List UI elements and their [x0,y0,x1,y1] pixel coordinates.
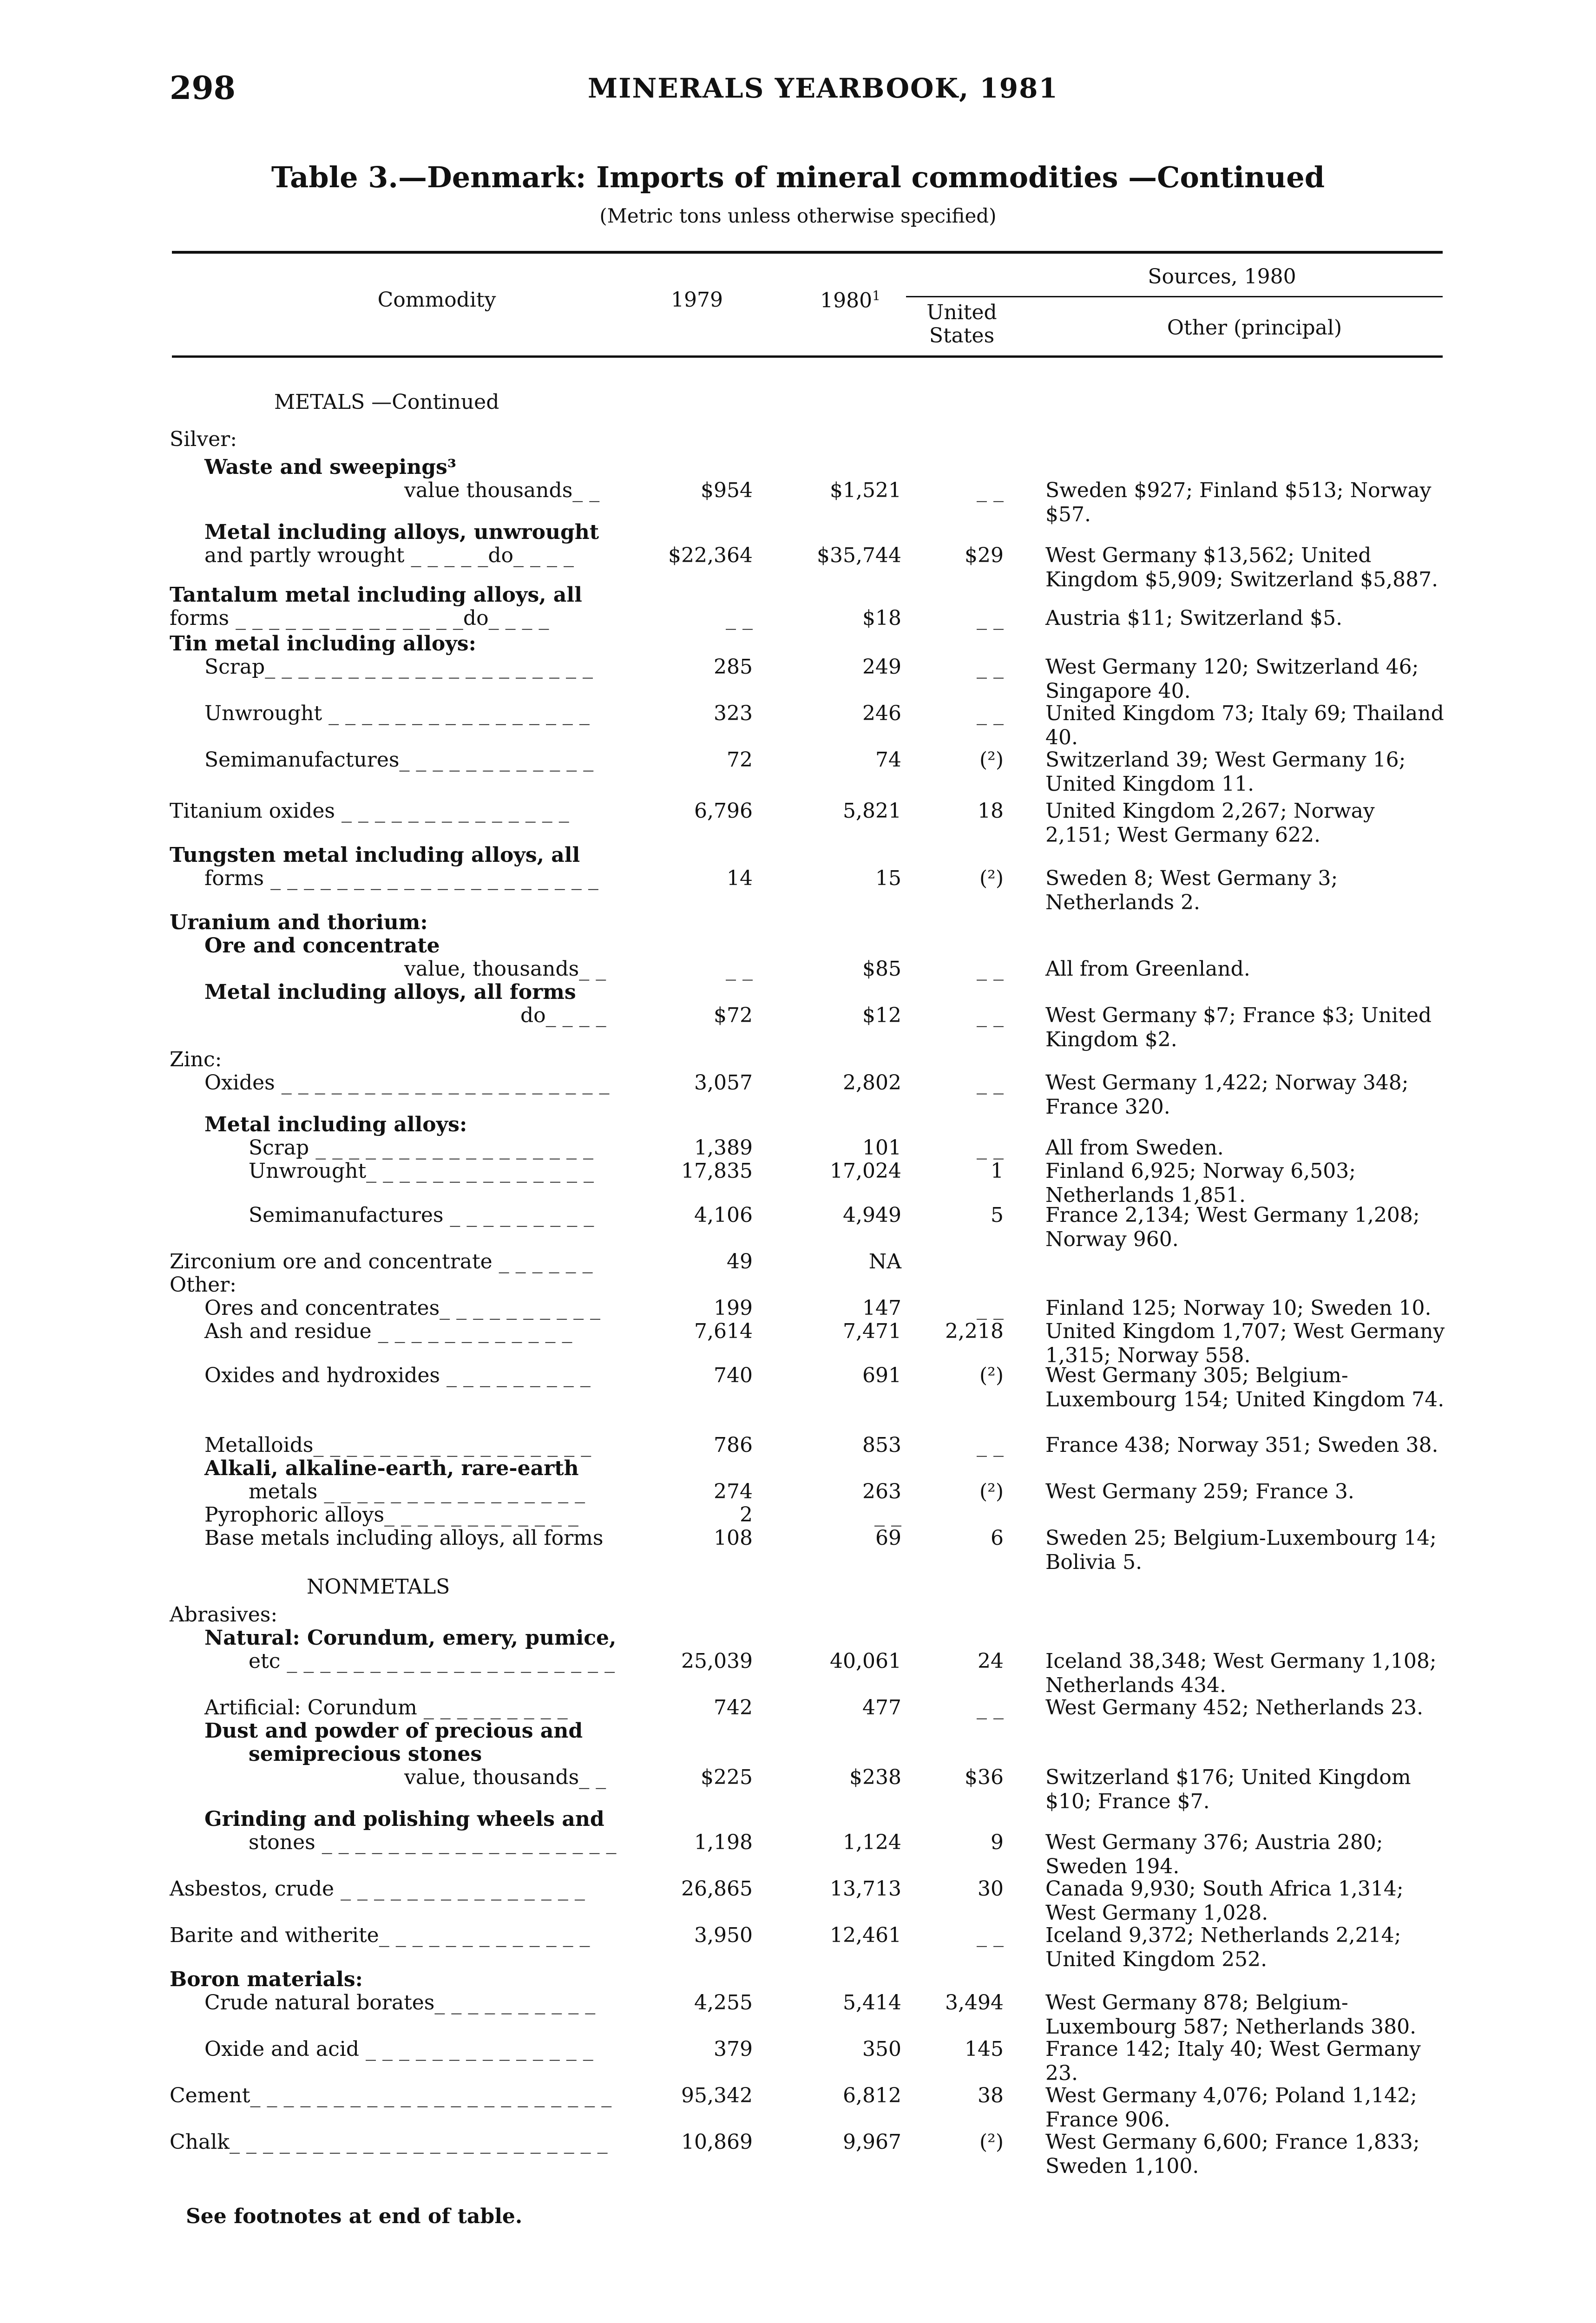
row-label: Metal including alloys: [204,1113,467,1136]
value-united-states: $36 [965,1765,1004,1789]
value-united-states: 6 [991,1526,1004,1550]
row-label: Other: [170,1273,236,1297]
row-label: Chalk_ _ _ _ _ _ _ _ _ _ _ _ _ _ _ _ _ _ _ _ _ _ _ [170,2130,608,2154]
value-other-sources: West Germany 305; Belgium-Luxembourg 154; United Kingdom 74. [1045,1364,1445,1411]
value-1980: 7,471 [843,1319,901,1343]
row-label: Zirconium ore and concentrate _ _ _ _ _ _ [170,1250,593,1273]
value-1979: _ _ [726,606,753,630]
value-united-states: 30 [978,1877,1004,1901]
row-label: Oxides _ _ _ _ _ _ _ _ _ _ _ _ _ _ _ _ _ _ _ _ [204,1071,610,1095]
value-united-states: _ _ [977,702,1004,725]
row-label: forms _ _ _ _ _ _ _ _ _ _ _ _ _ _ _ _ _ _ _ _ [204,866,598,890]
row-label: Semimanufactures _ _ _ _ _ _ _ _ _ [249,1203,594,1227]
row-label: Metal including alloys, all forms [204,980,576,1004]
value-1979: 1,198 [694,1831,753,1854]
value-other-sources: United Kingdom 73; Italy 69; Thailand 40. [1045,702,1444,749]
row-label: metals _ _ _ _ _ _ _ _ _ _ _ _ _ _ _ _ [249,1480,585,1503]
value-1980: 246 [862,702,901,725]
value-1980: 249 [862,655,901,679]
value-1980: 9,967 [843,2130,901,2154]
value-other-sources: All from Sweden. [1045,1136,1224,1160]
row-label: Natural: Corundum, emery, pumice, [204,1626,617,1650]
value-other-sources: Canada 9,930; South Africa 1,314; West Germany 1,028. [1045,1877,1404,1925]
value-1979: 1,389 [694,1136,753,1160]
row-label: Unwrought_ _ _ _ _ _ _ _ _ _ _ _ _ _ [249,1159,594,1183]
value-1979: 49 [727,1250,753,1273]
column-header-sources: Sources, 1980 [1148,265,1296,289]
row-label: Metal including alloys, unwrought [204,520,599,544]
row-label: Tin metal including alloys: [170,632,476,656]
row-label: Alkali, alkaline-earth, rare-earth [204,1457,579,1480]
value-1980: 477 [862,1696,901,1719]
value-1980: 13,713 [830,1877,901,1901]
value-united-states: _ _ [977,1433,1004,1457]
row-label: Cement_ _ _ _ _ _ _ _ _ _ _ _ _ _ _ _ _ _ _ _ _ _ [170,2084,612,2107]
value-united-states: 24 [978,1649,1004,1673]
column-header-1980-label: 1980 [820,289,873,313]
row-label: Uranium and thorium: [170,911,428,934]
row-label: Scrap_ _ _ _ _ _ _ _ _ _ _ _ _ _ _ _ _ _ _ _ [204,655,593,679]
value-1980: 691 [862,1364,901,1387]
row-label: Metalloids_ _ _ _ _ _ _ _ _ _ _ _ _ _ _ _ _ [204,1433,591,1457]
value-1979: $954 [701,479,753,502]
row-label: forms _ _ _ _ _ _ _ _ _ _ _ _ _ _do_ _ _ _ [170,606,549,630]
value-other-sources: Iceland 38,348; West Germany 1,108; Netherlands 434. [1045,1649,1437,1697]
row-label: Boron materials: [170,1968,363,1991]
value-1980: 5,414 [843,1991,901,2015]
row-label: Ores and concentrates_ _ _ _ _ _ _ _ _ _ [204,1296,601,1320]
value-other-sources: Iceland 9,372; Netherlands 2,214; United Kingdom 252. [1045,1923,1401,1971]
value-1979: 6,796 [694,799,753,823]
value-1980: 17,024 [830,1159,901,1183]
value-other-sources: Finland 6,925; Norway 6,503; Netherlands 1,851. [1045,1159,1356,1207]
value-1979: $22,364 [668,544,753,567]
row-label: Ore and concentrate [204,934,440,958]
column-header-1979: 1979 [671,288,723,312]
value-1980: 2,802 [843,1071,901,1095]
value-other-sources: France 2,134; West Germany 1,208; Norway 960. [1045,1203,1420,1251]
value-1979: 742 [714,1696,753,1719]
row-label: do_ _ _ _ [520,1004,606,1027]
value-other-sources: United Kingdom 2,267; Norway 2,151; West Germany 622. [1045,799,1375,847]
value-united-states: (²) [979,2130,1004,2154]
value-united-states: _ _ [977,606,1004,630]
value-1979: 3,057 [694,1071,753,1095]
value-other-sources: Sweden 8; West Germany 3; Netherlands 2. [1045,866,1338,914]
table-title: Table 3.—Denmark: Imports of mineral commodities —Continued [271,160,1325,194]
value-other-sources: West Germany 376; Austria 280; Sweden 194. [1045,1831,1383,1878]
value-1979: $225 [701,1765,753,1789]
row-label: value thousands_ _ [404,479,600,502]
row-label: Abrasives: [170,1603,278,1627]
value-1980: 6,812 [843,2084,901,2107]
row-label: Oxides and hydroxides _ _ _ _ _ _ _ _ _ [204,1364,591,1387]
value-1980: $238 [849,1765,901,1789]
value-1980: 853 [862,1433,901,1457]
value-united-states: _ _ [977,1296,1004,1320]
value-united-states: _ _ [977,1136,1004,1160]
value-united-states: 145 [965,2037,1004,2061]
value-1980: 263 [862,1480,901,1503]
row-label: Scrap _ _ _ _ _ _ _ _ _ _ _ _ _ _ _ _ _ [249,1136,593,1160]
row-label: and partly wrought _ _ _ _ _do_ _ _ _ [204,544,574,567]
value-other-sources: West Germany 878; Belgium-Luxembourg 587; Netherlands 380. [1045,1991,1417,2039]
value-1979: 10,869 [681,2130,753,2154]
row-label: Zinc: [170,1048,222,1071]
row-label: Pyrophoric alloys_ _ _ _ _ _ _ _ _ _ _ _ [204,1503,578,1527]
value-other-sources: West Germany 120; Switzerland 46; Singapore 40. [1045,655,1419,703]
value-1980: 69 [875,1526,901,1550]
value-united-states: 38 [978,2084,1004,2107]
value-1979: 274 [714,1480,753,1503]
value-united-states: (²) [979,1480,1004,1503]
value-1979: 7,614 [694,1319,753,1343]
value-united-states: _ _ [977,1071,1004,1095]
value-united-states: _ _ [977,655,1004,679]
value-1979: 4,255 [694,1991,753,2015]
section-heading: METALS —Continued [274,390,499,414]
row-label: Semimanufactures_ _ _ _ _ _ _ _ _ _ _ _ [204,748,594,772]
value-1980: NA [868,1250,901,1273]
value-united-states: (²) [979,1364,1004,1387]
value-other-sources: Sweden $927; Finland $513; Norway $57. [1045,479,1432,526]
value-1979: 786 [714,1433,753,1457]
value-1980: 74 [875,748,901,772]
value-united-states: 9 [991,1831,1004,1854]
value-other-sources: West Germany 1,422; Norway 348; France 320. [1045,1071,1409,1119]
footnote-marker: 1 [872,288,880,303]
row-label: value, thousands_ _ [404,957,606,981]
value-other-sources: West Germany 452; Netherlands 23. [1045,1696,1424,1719]
value-other-sources: All from Greenland. [1045,957,1250,981]
value-united-states: 1 [991,1159,1004,1183]
row-label: Tantalum metal including alloys, all [170,583,582,607]
value-other-sources: France 438; Norway 351; Sweden 38. [1045,1433,1438,1457]
value-1979: 95,342 [681,2084,753,2107]
value-1980: $35,744 [817,544,901,567]
value-united-states: _ _ [977,479,1004,502]
row-label: semiprecious stones [249,1742,482,1766]
value-other-sources: West Germany 4,076; Poland 1,142; France 906. [1045,2084,1417,2132]
row-label: Waste and sweepings³ [204,455,457,479]
value-1980: $85 [862,957,901,981]
column-header-commodity: Commodity [377,288,496,312]
row-label: value, thousands_ _ [404,1765,606,1789]
value-united-states: _ _ [977,1004,1004,1027]
section-heading: NONMETALS [307,1575,450,1599]
table-subtitle: (Metric tons unless otherwise specified) [599,204,997,227]
value-other-sources: West Germany $13,562; United Kingdom $5,909; Switzerland $5,887. [1045,544,1438,591]
value-other-sources: France 142; Italy 40; West Germany 23. [1045,2037,1421,2085]
row-label: etc _ _ _ _ _ _ _ _ _ _ _ _ _ _ _ _ _ _ _ _ [249,1649,615,1673]
value-united-states: $29 [965,544,1004,567]
row-label: Unwrought _ _ _ _ _ _ _ _ _ _ _ _ _ _ _ _ [204,702,590,725]
value-1980: $12 [862,1004,901,1027]
value-united-states: 2,218 [945,1319,1004,1343]
row-label: Barite and witherite_ _ _ _ _ _ _ _ _ _ _ _ _ [170,1923,590,1947]
value-1980: 4,949 [843,1203,901,1227]
value-1979: 108 [714,1526,753,1550]
value-united-states: 3,494 [945,1991,1004,2015]
value-1980: 15 [875,866,901,890]
value-1980: $18 [862,606,901,630]
value-united-states: _ _ [977,957,1004,981]
value-other-sources: West Germany 259; France 3. [1045,1480,1354,1503]
value-1979: $72 [714,1004,753,1027]
value-1979: 72 [727,748,753,772]
value-1980: 5,821 [843,799,901,823]
value-1979: 26,865 [681,1877,753,1901]
row-label: Dust and powder of precious and [204,1719,583,1743]
value-1980: 40,061 [830,1649,901,1673]
value-1979: 323 [714,702,753,725]
value-other-sources: United Kingdom 1,707; West Germany 1,315; Norway 558. [1045,1319,1445,1367]
column-header-united-states: United States [926,301,997,348]
page-number: 298 [170,70,236,107]
value-1979: 2 [740,1503,753,1527]
value-1979: 4,106 [694,1203,753,1227]
value-1979: 17,835 [681,1159,753,1183]
value-1979: 379 [714,2037,753,2061]
value-united-states: 18 [978,799,1004,823]
value-1980: 350 [862,2037,901,2061]
value-united-states: 5 [991,1203,1004,1227]
value-other-sources: Sweden 25; Belgium-Luxembourg 14; Bolivia 5. [1045,1526,1437,1574]
value-united-states: (²) [979,748,1004,772]
value-other-sources: Finland 125; Norway 10; Sweden 10. [1045,1296,1432,1320]
value-other-sources: Austria $11; Switzerland $5. [1045,606,1343,630]
row-label: Grinding and polishing wheels and [204,1807,604,1831]
value-united-states: _ _ [977,1696,1004,1719]
value-other-sources: Switzerland 39; West Germany 16; United Kingdom 11. [1045,748,1406,796]
value-1980: _ _ [874,1503,901,1527]
value-1979: 3,950 [694,1923,753,1947]
value-1979: 25,039 [681,1649,753,1673]
value-other-sources: West Germany 6,600; France 1,833; Sweden 1,100. [1045,2130,1420,2178]
row-label: Oxide and acid _ _ _ _ _ _ _ _ _ _ _ _ _ _ [204,2037,593,2061]
value-other-sources: Switzerland $176; United Kingdom $10; France $7. [1045,1765,1411,1813]
row-label: Silver: [170,427,237,451]
value-1980: $1,521 [830,479,901,502]
footer-note: See footnotes at end of table. [186,2205,523,2228]
row-label: Crude natural borates_ _ _ _ _ _ _ _ _ _ [204,1991,596,2015]
row-label: Tungsten metal including alloys, all [170,843,580,867]
value-1979: 14 [727,866,753,890]
value-united-states: (²) [979,866,1004,890]
value-united-states: _ _ [977,1923,1004,1947]
value-1980: 1,124 [843,1831,901,1854]
value-1980: 101 [862,1136,901,1160]
value-1980: 147 [862,1296,901,1320]
book-title: MINERALS YEARBOOK, 1981 [588,72,1058,104]
row-label: Titanium oxides _ _ _ _ _ _ _ _ _ _ _ _ _ _ [170,799,569,823]
value-other-sources: West Germany $7; France $3; United Kingdom $2. [1045,1004,1432,1051]
value-1979: 285 [714,655,753,679]
column-header-other: Other (principal) [1167,316,1342,340]
row-label: Asbestos, crude _ _ _ _ _ _ _ _ _ _ _ _ _ _ _ [170,1877,585,1901]
row-label: Base metals including alloys, all forms [204,1526,604,1550]
value-1979: 740 [714,1364,753,1387]
row-label: Ash and residue _ _ _ _ _ _ _ _ _ _ _ _ [204,1319,572,1343]
value-1980: 12,461 [830,1923,901,1947]
value-1979: _ _ [726,957,753,981]
row-label: Artificial: Corundum _ _ _ _ _ _ _ _ _ [204,1696,568,1719]
row-label: stones _ _ _ _ _ _ _ _ _ _ _ _ _ _ _ _ _ _ [249,1831,617,1854]
value-1979: 199 [714,1296,753,1320]
